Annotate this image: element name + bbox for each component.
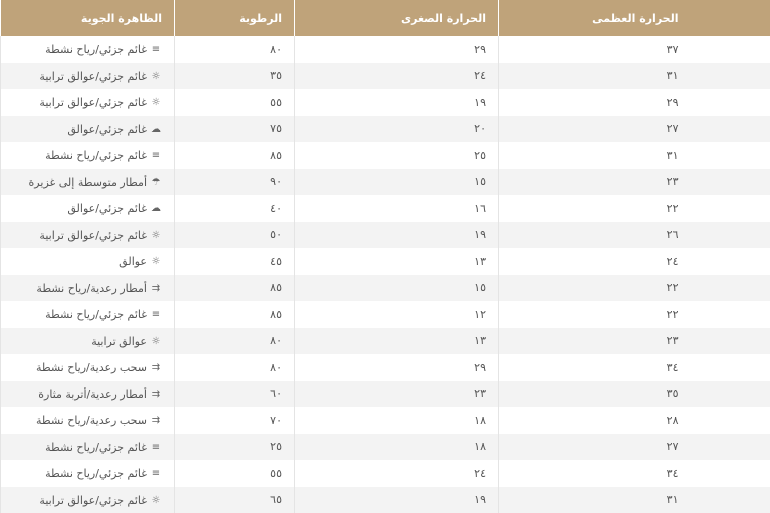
max-temp-cell: ٢٢ — [499, 195, 691, 222]
max-temp-cell: ٣١ — [499, 63, 691, 90]
weather-cell — [1, 116, 175, 143]
table-row — [1, 248, 770, 275]
humidity-cell: ٨٠ — [175, 354, 295, 381]
weather-cell — [1, 142, 175, 169]
humidity-cell: ٥٥ — [175, 89, 295, 116]
max-temp-cell: ٣١ — [499, 487, 691, 513]
weather-phenomenon — [39, 494, 162, 507]
weather-label: غائم جزئي/عوالق ترابية — [39, 69, 147, 83]
humidity-cell: ٨٥ — [175, 301, 295, 328]
weather-label: أمطار متوسطة إلى غزيرة — [28, 175, 147, 189]
min-temp-cell: ٢٣ — [295, 381, 499, 408]
row-spacer-cell — [691, 195, 770, 222]
row-spacer-cell — [691, 487, 770, 513]
max-temp-cell: ٣٤ — [499, 354, 691, 381]
header-humidity: الرطوبة — [175, 0, 295, 36]
min-temp-cell: ١٢ — [295, 301, 499, 328]
wind-icon: ≡ — [151, 441, 161, 453]
weather-phenomenon — [45, 43, 162, 56]
min-temp-cell: ٢٤ — [295, 63, 499, 90]
weather-label: عوالق ترابية — [91, 334, 147, 348]
max-temp-cell: ٣٥ — [499, 381, 691, 408]
row-spacer-cell — [691, 36, 770, 63]
humidity-cell: ٨٠ — [175, 36, 295, 63]
weather-cell — [1, 169, 175, 196]
table-row — [1, 487, 770, 513]
row-spacer-cell — [691, 301, 770, 328]
weather-cell — [1, 434, 175, 461]
row-spacer-cell — [691, 169, 770, 196]
weather-phenomenon — [119, 255, 162, 268]
weather-phenomenon — [36, 414, 162, 427]
weather-label: غائم جزئي/عوالق ترابية — [39, 96, 147, 110]
max-temp-cell: ٢٦ — [499, 222, 691, 249]
weather-cell — [1, 275, 175, 302]
header-min-temp: الحرارة الصغرى — [295, 0, 499, 36]
humidity-cell: ٩٠ — [175, 169, 295, 196]
min-temp-cell: ٢٩ — [295, 354, 499, 381]
humidity-cell: ٣٥ — [175, 63, 295, 90]
weather-cell — [1, 381, 175, 408]
humidity-cell: ٦٠ — [175, 381, 295, 408]
fog-icon: ☁ — [151, 123, 161, 135]
humidity-cell: ٥٠ — [175, 222, 295, 249]
max-temp-cell: ٣٧ — [499, 36, 691, 63]
min-temp-cell: ٢٠ — [295, 116, 499, 143]
weather-phenomenon — [36, 361, 162, 374]
min-temp-cell: ١٣ — [295, 328, 499, 355]
weather-label: أمطار رعدية/أتربة مثارة — [38, 387, 147, 401]
weather-phenomenon — [39, 70, 162, 83]
sun-haze-icon: ☼ — [151, 256, 161, 268]
weather-cell — [1, 89, 175, 116]
humidity-cell: ٥٥ — [175, 460, 295, 487]
weather-phenomenon — [45, 149, 162, 162]
weather-cell — [1, 354, 175, 381]
weather-phenomenon — [36, 282, 162, 295]
table-body — [1, 36, 770, 513]
min-temp-cell: ١٩ — [295, 487, 499, 513]
max-temp-cell: ٣٤ — [499, 460, 691, 487]
row-spacer-cell — [691, 434, 770, 461]
weather-phenomenon — [39, 229, 162, 242]
min-temp-cell: ١٥ — [295, 275, 499, 302]
min-temp-cell: ١٦ — [295, 195, 499, 222]
header-weather: الظاهرة الجوية — [1, 0, 175, 36]
weather-label: غائم جزئي/عوالق ترابية — [39, 493, 147, 507]
table-row — [1, 222, 770, 249]
humidity-cell: ٧٥ — [175, 116, 295, 143]
weather-cell — [1, 63, 175, 90]
weather-label: عوالق — [119, 255, 147, 269]
row-spacer-cell — [691, 248, 770, 275]
max-temp-cell: ٢٢ — [499, 301, 691, 328]
row-spacer-cell — [691, 222, 770, 249]
weather-cell — [1, 487, 175, 513]
row-spacer-cell — [691, 407, 770, 434]
table-row — [1, 275, 770, 302]
max-temp-cell: ٢٣ — [499, 169, 691, 196]
weather-phenomenon — [45, 441, 162, 454]
weather-cell — [1, 248, 175, 275]
row-spacer-cell — [691, 89, 770, 116]
table-row — [1, 301, 770, 328]
weather-cell — [1, 36, 175, 63]
weather-cell — [1, 301, 175, 328]
sun-haze-icon: ☼ — [151, 70, 161, 82]
weather-label: غائم جزئي/رياح نشطة — [45, 440, 147, 454]
max-temp-cell: ٢٧ — [499, 434, 691, 461]
weather-phenomenon — [91, 335, 162, 348]
table-row — [1, 434, 770, 461]
weather-cell — [1, 460, 175, 487]
row-spacer-cell — [691, 116, 770, 143]
header-spacer — [691, 0, 770, 36]
wind-arrow-icon: ⇉ — [151, 362, 161, 374]
min-temp-cell: ١٥ — [295, 169, 499, 196]
max-temp-cell: ٢٨ — [499, 407, 691, 434]
row-spacer-cell — [691, 354, 770, 381]
row-spacer-cell — [691, 142, 770, 169]
max-temp-cell: ٢٤ — [499, 248, 691, 275]
wind-icon: ≡ — [151, 150, 161, 162]
table-row — [1, 142, 770, 169]
min-temp-cell: ٢٥ — [295, 142, 499, 169]
weather-label: غائم جزئي/رياح نشطة — [45, 308, 147, 322]
max-temp-cell: ٢٧ — [499, 116, 691, 143]
weather-phenomenon — [39, 96, 162, 109]
wind-arrow-icon: ⇉ — [151, 415, 161, 427]
weather-phenomenon — [67, 202, 162, 215]
row-spacer-cell — [691, 63, 770, 90]
weather-phenomenon — [38, 388, 162, 401]
header-max-temp: الحرارة العظمى — [499, 0, 691, 36]
wind-icon: ≡ — [151, 44, 161, 56]
weather-label: غائم جزئي/عوالق — [67, 122, 147, 136]
sun-haze-icon: ☼ — [151, 97, 161, 109]
min-temp-cell: ١٩ — [295, 222, 499, 249]
row-spacer-cell — [691, 381, 770, 408]
min-temp-cell: ١٩ — [295, 89, 499, 116]
table-row — [1, 116, 770, 143]
wind-icon: ≡ — [151, 468, 161, 480]
sun-haze-icon: ☼ — [151, 229, 161, 241]
max-temp-cell: ٢٩ — [499, 89, 691, 116]
row-spacer-cell — [691, 275, 770, 302]
max-temp-cell: ٢٢ — [499, 275, 691, 302]
min-temp-cell: ١٨ — [295, 407, 499, 434]
weather-phenomenon — [29, 176, 162, 189]
table-row — [1, 89, 770, 116]
max-temp-cell: ٢٣ — [499, 328, 691, 355]
min-temp-cell: ٢٩ — [295, 36, 499, 63]
row-spacer-cell — [691, 328, 770, 355]
humidity-cell: ٢٥ — [175, 434, 295, 461]
table-row — [1, 407, 770, 434]
weather-phenomenon — [45, 308, 162, 321]
humidity-cell: ٤٠ — [175, 195, 295, 222]
table-row — [1, 195, 770, 222]
weather-label: غائم جزئي/رياح نشطة — [45, 43, 147, 57]
weather-label: سحب رعدية/رياح نشطة — [35, 361, 147, 375]
humidity-cell: ٨٠ — [175, 328, 295, 355]
weather-label: سحب رعدية/رياح نشطة — [35, 414, 147, 428]
max-temp-cell: ٣١ — [499, 142, 691, 169]
table-header-row — [1, 0, 770, 36]
weather-phenomenon — [45, 467, 162, 480]
wind-arrow-icon: ⇉ — [151, 282, 161, 294]
sun-haze-icon: ☼ — [151, 335, 161, 347]
weather-label: غائم جزئي/رياح نشطة — [45, 467, 147, 481]
humidity-cell: ٧٠ — [175, 407, 295, 434]
table-row — [1, 328, 770, 355]
weather-cell — [1, 407, 175, 434]
weather-label: غائم جزئي/رياح نشطة — [45, 149, 147, 163]
weather-phenomenon — [67, 123, 162, 136]
min-temp-cell: ١٨ — [295, 434, 499, 461]
table-row — [1, 460, 770, 487]
row-spacer-cell — [691, 460, 770, 487]
rain-cloud-icon: ☂ — [151, 176, 161, 188]
weather-label: غائم جزئي/عوالق ترابية — [39, 228, 147, 242]
wind-arrow-icon: ⇉ — [151, 388, 161, 400]
fog-icon: ☁ — [151, 203, 161, 215]
humidity-cell: ٦٥ — [175, 487, 295, 513]
table-row — [1, 169, 770, 196]
min-temp-cell: ٢٤ — [295, 460, 499, 487]
wind-icon: ≡ — [151, 309, 161, 321]
humidity-cell: ٤٥ — [175, 248, 295, 275]
weather-label: أمطار رعدية/رياح نشطة — [36, 281, 147, 295]
table-row — [1, 63, 770, 90]
weather-label: غائم جزئي/عوالق — [67, 202, 147, 216]
sun-haze-icon: ☼ — [151, 494, 161, 506]
humidity-cell: ٨٥ — [175, 275, 295, 302]
table-row — [1, 36, 770, 63]
weather-cell — [1, 328, 175, 355]
humidity-cell: ٨٥ — [175, 142, 295, 169]
weather-cell — [1, 195, 175, 222]
weather-cell — [1, 222, 175, 249]
min-temp-cell: ١٣ — [295, 248, 499, 275]
table-row — [1, 354, 770, 381]
table-row — [1, 381, 770, 408]
